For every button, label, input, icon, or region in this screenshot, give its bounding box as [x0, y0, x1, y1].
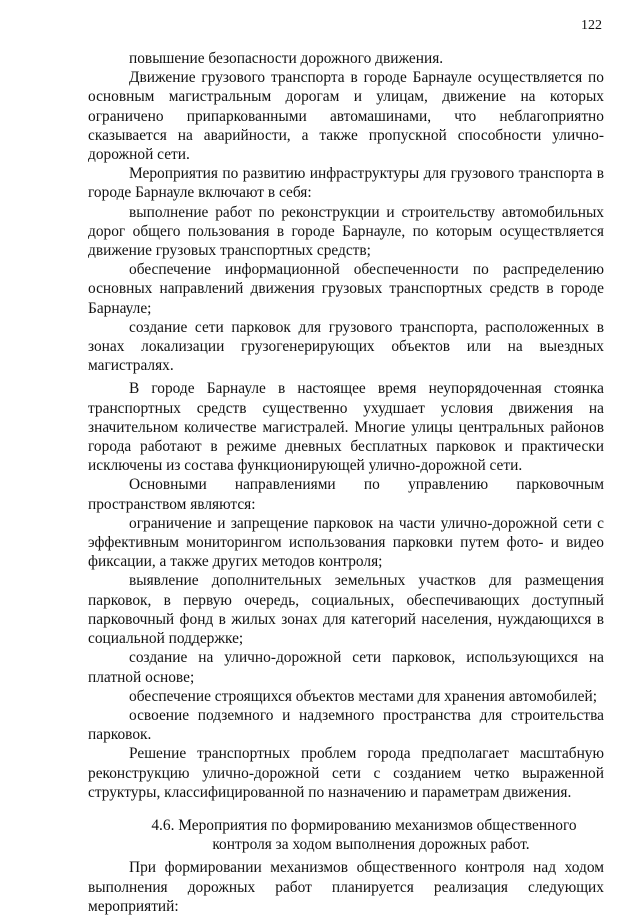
list-item-new-buildings-parking: обеспечение строящихся объектов местами для хранения автомобилей;	[129, 687, 597, 705]
list-item-parking-restriction: ограничение и запрещение парковок на части улично-дорожной сети с эффективным мониторингом использования парковки путем фото- и видео фиксации, а также других методов контроля;	[88, 514, 604, 571]
list-item-truck-parking: создание сети парковок для грузового транспорта, расположенных в зонах локализации грузогенерирующих объектов или на выездных магистралях.	[88, 318, 604, 375]
paragraph-public-control: При формировании механизмов общественного контроля над ходом выполнения дорожных работ планируется реализация следующих мероприятий:	[88, 859, 604, 915]
section-heading-line-2: контроля за ходом выполнения дорожных работ.	[212, 836, 530, 854]
list-item-underground-space: освоение подземного и надземного пространства для строительства парковок.	[88, 706, 604, 744]
section-heading-line-1: 4.6. Мероприятия по формированию механизмов общественного	[151, 816, 577, 834]
list-item-land-plots: выявление дополнительных земельных участков для размещения парковок, в первую очередь, социальных, обеспечивающих доступный парковочный фонд в жилых зонах для категорий населения, нуждающихся в социальной поддержке;	[88, 572, 604, 648]
page-number: 122	[581, 18, 602, 33]
list-item-information-support: обеспечение информационной обеспеченности по распределению основных направлений движения грузовых транспортных средств в городе Барнауле;	[88, 261, 604, 317]
paragraph-reconstruction-solution: Решение транспортных проблем города предполагает масштабную реконструкцию улично-дорожной сети с созданием четко выраженной структуры, классифицированной по назначению и параметрам движения.	[88, 745, 604, 801]
list-item-road-reconstruction: выполнение работ по реконструкции и строительству автомобильных дорог общего пользования в городе Барнауле, по которым осуществляется движение грузовых транспортных средств;	[88, 203, 604, 260]
list-item-paid-parking: создание на улично-дорожной сети парковок, использующихся на платной основе;	[88, 649, 604, 686]
paragraph-traffic-safety: повышение безопасности дорожного движения.	[129, 50, 444, 67]
document-body	[88, 49, 604, 916]
paragraph-freight-traffic: Движение грузового транспорта в городе Барнауле осуществляется по основным магистральным дорогам и улицам, движение на которых ограничено припаркованными автомашинами, что неблагоприятно сказывается на аварийности, а также пропускной способности улично-дорожной сети.	[88, 69, 604, 164]
paragraph-infrastructure-measures: Мероприятия по развитию инфраструктуры для грузового транспорта в городе Барнауле включают в себя:	[88, 165, 604, 202]
paragraph-parking-directions: Основными направлениями по управлению парковочным пространством являются:	[88, 476, 604, 513]
paragraph-parking-problem: В городе Барнауле в настоящее время неупорядоченная стоянка транспортных средств существенно ухудшает условия движения на значительном количестве магистралей. Многие улицы центральных районов города работают в режиме дневных бесплатных парковок и практически исключены из состава функционирующей улично-дорожной сети.	[88, 380, 604, 475]
section-heading	[88, 816, 604, 854]
